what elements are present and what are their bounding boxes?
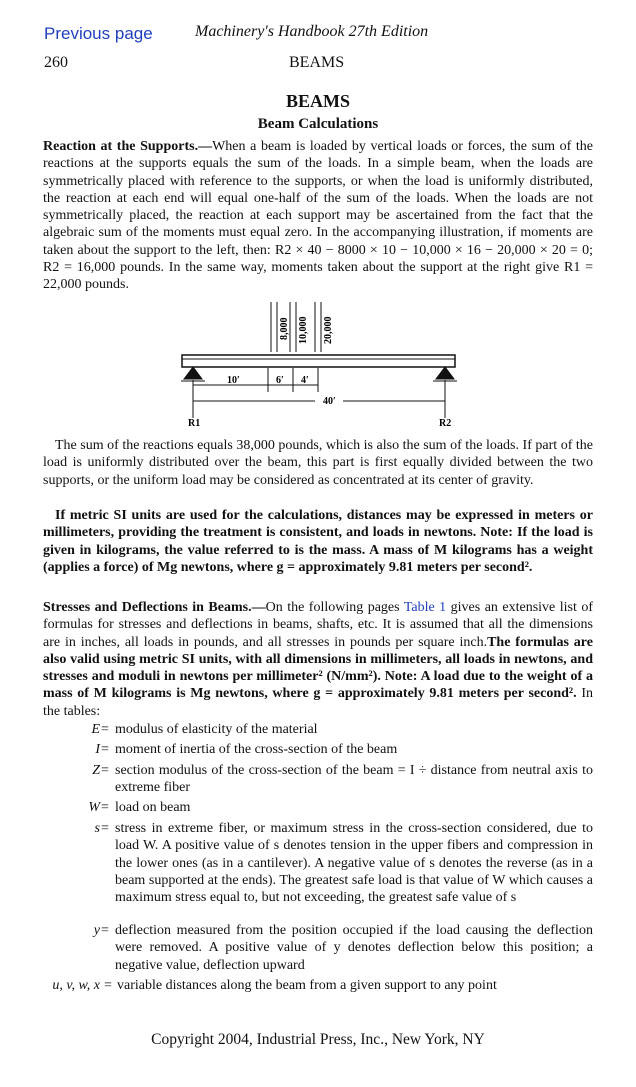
dim-label-4ft: 4′ <box>301 375 309 386</box>
si-units-paragraph: If metric SI units are used for the calculations, distances may be expressed in meters or millimeters, providing the treatment is consistent, and loads in newtons. Note: If the load is given in kilograms, the value referred to is the mass. A mass of M kilograms has a weight (applies a force) of Mg newtons, where g = approximately 9.81 meters per second². <box>43 508 593 575</box>
section-title: BEAMS <box>285 91 350 111</box>
load-label-8000: 8,000 <box>279 317 290 340</box>
previous-page-link[interactable]: Previous page <box>44 24 153 43</box>
page-number: 260 <box>44 54 68 71</box>
sum-paragraph: The sum of the reactions equals 38,000 pounds, which is also the sum of the loads. If part of the load is uniformly distributed over the beam, this part is first equally divided between the two supports, or the uniform load may be considered as concentrated at its center of gravity. <box>43 438 593 488</box>
table-1-link[interactable]: Table 1 <box>403 600 447 615</box>
load-label-10000: 10,000 <box>298 316 309 344</box>
running-head: BEAMS <box>289 54 345 71</box>
definition-text: load on beam <box>115 800 191 815</box>
stresses-metric-note: The formulas are also valid using metric SI units, with all dimensions in millimeters, all loads in newtons, and stresses and moduli in newtons per millimeter² (N/mm²). Note: A load due to the weight of a mass of M kilograms is Mg newtons, where g = approximately 9.81 meters per second². <box>43 634 593 702</box>
beam-diagram <box>175 300 465 432</box>
support-label-r2: R2 <box>439 418 452 429</box>
dim-label-6ft: 6′ <box>276 375 284 386</box>
stresses-heading: Stresses and Deflections in Beams.— <box>43 600 266 615</box>
definition-symbol: s <box>94 821 100 836</box>
definition-text: stress in extreme fiber, or maximum stress in the cross-section considered, due to load W. A positive value of s denotes tension in the upper fibers and compression in the lower ones (as in a cantilever). A negative value of s denotes the reverse (as in a beam supported at the ends). The greatest safe load is that value of W which causes a maximum stress equal to, but not exceeding, the greatest safe value of s <box>115 821 593 906</box>
stresses-text: On the following pages <box>265 600 404 615</box>
definition-symbol: W <box>88 800 100 815</box>
definition-text: section modulus of the cross-section of the beam = I ÷ distance from neutral axis to extreme fiber <box>115 763 593 796</box>
definition-text: modulus of elasticity of the material <box>115 722 318 737</box>
support-label-r1: R1 <box>188 418 201 429</box>
definition-symbol: I <box>95 742 100 757</box>
dim-label-40ft: 40′ <box>323 396 336 407</box>
reactions-heading: Reaction at the Supports.— <box>43 139 213 154</box>
definition-symbol: u, v, w, x <box>52 978 100 993</box>
copyright-footer: Copyright 2004, Industrial Press, Inc., New York, NY <box>151 1031 485 1048</box>
definition-symbol: y <box>93 923 100 938</box>
definition-symbol: E <box>91 722 100 737</box>
definition-symbol: Z <box>92 763 100 778</box>
stresses-text-cont: gives an extensive list of formulas for stresses and deflections in beams, shafts, etc. It is assumed that all the dimensions are in inches, all loads in pounds, and all stresses in pounds per square inch. <box>43 600 593 650</box>
reactions-text: When a beam is loaded by vertical loads or forces, the sum of the reactions at the supports equals the sum of the loads. In a simple beam, when the loads are symmetrically placed with reference to the supports, or when the load is uniformly distributed, the reaction at each end will equal one-half of the sum of the loads. When the loads are not symmetrically placed, the reaction at each support may be ascertained from the fact that the algebraic sum of the moments must equal zero. In the accompanying illustration, if moments are taken about the support to the left, then: R2 × 40 − 8000 × 10 − 10,000 × 16 − 20,000 × 20 = 0; R2 = 16,000 pounds. In the same way, moments taken about the support at the right give R1 = 22,000 pounds. <box>43 139 593 293</box>
dim-label-10ft: 10′ <box>227 375 240 386</box>
book-title: Machinery's Handbook 27th Edition <box>195 23 429 40</box>
stresses-tail: In the tables: <box>43 686 593 719</box>
definition-text: moment of inertia of the cross-section of the beam <box>115 742 398 757</box>
stresses-paragraph <box>43 599 593 720</box>
reactions-paragraph <box>43 138 593 294</box>
section-subtitle: Beam Calculations <box>257 116 379 132</box>
definition-text: deflection measured from the position occupied if the load causing the deflection were removed. A positive value of y denotes deflection below this position; a negative value, deflection upward <box>115 923 593 973</box>
definition-text: variable distances along the beam from a given support to any point <box>117 978 497 993</box>
load-label-20000: 20,000 <box>323 316 334 344</box>
